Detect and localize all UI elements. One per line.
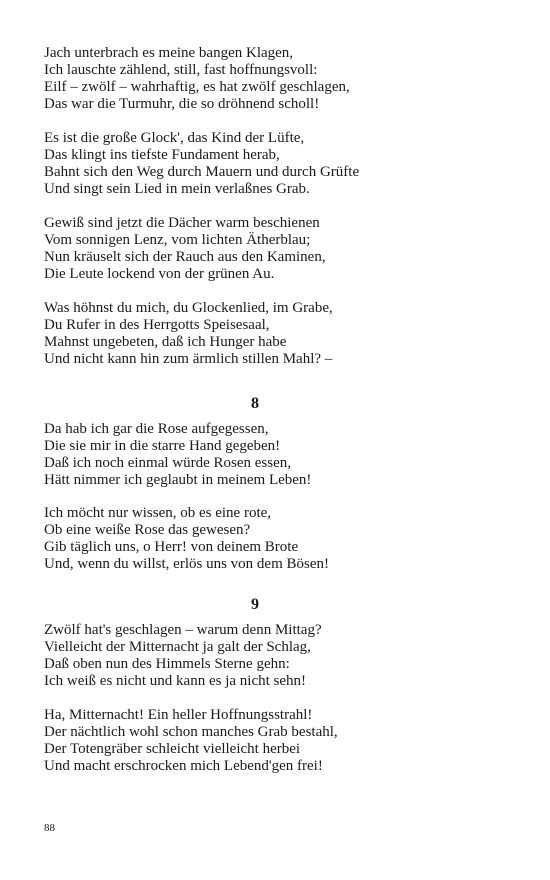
verse-line: Vielleicht der Mitternacht ja galt der Schlag, (44, 639, 311, 655)
section-number: 8 (251, 395, 259, 412)
verse-line: Und, wenn du willst, erlös uns von dem Bösen! (44, 556, 329, 572)
verse-line: Es ist die große Glock', das Kind der Lüfte, (44, 130, 305, 146)
verse-line: Daß oben nun des Himmels Sterne gehn: (44, 656, 290, 672)
verse-line: Was höhnst du mich, du Glockenlied, im Grabe, (44, 300, 333, 316)
verse-line: Eilf – zwölf – wahrhaftig, es hat zwölf geschlagen, (44, 79, 350, 95)
stanza (44, 45, 350, 113)
stanza (44, 215, 326, 283)
stanza (44, 130, 359, 198)
section-number: 9 (251, 596, 259, 613)
verse-line: Bahnt sich den Weg durch Mauern und durch Grüfte (44, 164, 360, 180)
verse-line: Zwölf hat's geschlagen – warum denn Mittag? (44, 622, 322, 638)
verse-line: Ha, Mitternacht! Ein heller Hoffnungsstrahl! (44, 707, 313, 723)
verse-line: Das klingt ins tiefste Fundament herab, (44, 147, 280, 163)
verse-line: Die sie mir in die starre Hand gegeben! (44, 438, 281, 454)
verse-line: Gewiß sind jetzt die Dächer warm beschienen (44, 215, 320, 231)
page-number: 88 (44, 822, 55, 834)
verse-line: Die Leute lockend von der grünen Au. (44, 266, 275, 282)
verse-line: Und singt sein Lied in mein verlaßnes Grab. (44, 181, 310, 197)
verse-line: Ich lauschte zählend, still, fast hoffnungsvoll: (44, 62, 318, 78)
stanza (44, 421, 311, 489)
verse-line: Vom sonnigen Lenz, vom lichten Ätherblau; (44, 232, 311, 248)
stanza (44, 505, 329, 573)
verse-line: Der nächtlich wohl schon manches Grab bestahl, (44, 724, 338, 740)
stanza (44, 622, 322, 690)
verse-line: Hätt nimmer ich geglaubt in meinem Leben! (44, 472, 312, 488)
verse-line: Mahnst ungebeten, daß ich Hunger habe (44, 334, 287, 350)
verse-line: Du Rufer in des Herrgotts Speisesaal, (44, 317, 270, 333)
verse-line: Ich möcht nur wissen, ob es eine rote, (44, 505, 272, 521)
verse-line: Jach unterbrach es meine bangen Klagen, (44, 45, 294, 61)
verse-line: Ob eine weiße Rose das gewesen? (44, 522, 251, 538)
verse-line: Und nicht kann hin zum ärmlich stillen Mahl? – (44, 351, 333, 367)
stanza (44, 707, 338, 775)
verse-line: Nun kräuselt sich der Rauch aus den Kaminen, (44, 249, 326, 265)
stanza (44, 300, 333, 368)
verse-line: Das war die Turmuhr, die so dröhnend scholl! (44, 96, 320, 112)
verse-line: Da hab ich gar die Rose aufgegessen, (44, 421, 269, 437)
verse-line: Daß ich noch einmal würde Rosen essen, (44, 455, 292, 471)
verse-line: Und macht erschrocken mich Lebend'gen frei! (44, 758, 323, 774)
verse-line: Gib täglich uns, o Herr! von deinem Brote (44, 539, 299, 555)
verse-line: Der Totengräber schleicht vielleicht herbei (44, 741, 301, 757)
verse-line: Ich weiß es nicht und kann es ja nicht sehn! (44, 673, 307, 689)
